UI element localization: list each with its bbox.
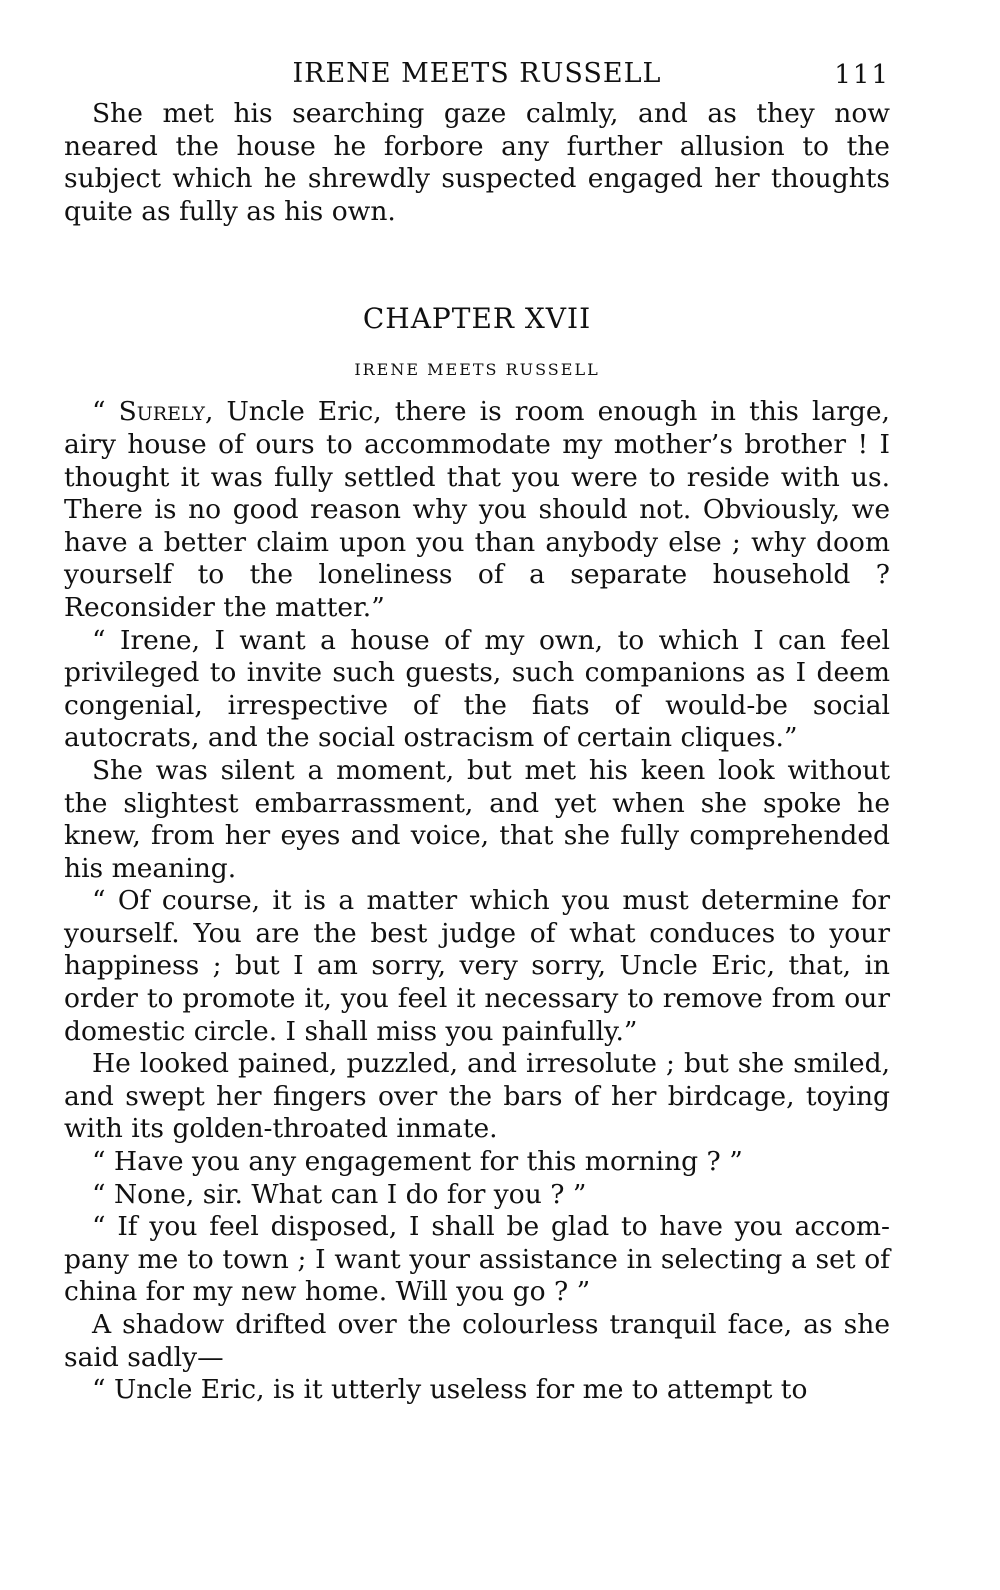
smallcaps-word: Surely <box>118 396 205 428</box>
paragraph: A shadow drifted over the colourless tranquil face, as she said sadly— <box>64 1309 890 1373</box>
chapter-title: CHAPTER XVII <box>362 302 592 336</box>
paragraph: “ If you feel disposed, I shall be glad to have you accompany me to town ; I want your assistance in selecting a set of china for my new home. Will you go ? ” <box>64 1211 890 1308</box>
paragraph: She was silent a moment, but met his keen look without the slightest embarrassment, and yet when she spoke he knew, from her eyes and voice, that she fully comprehended his meaning. <box>64 754 890 884</box>
paragraph: “ None, sir. What can I do for you ? ” <box>92 1178 587 1210</box>
paragraph: “ Uncle Eric, is it utterly useless for me to attempt to <box>92 1374 808 1406</box>
chapter-first-paragraph <box>64 396 890 624</box>
running-head <box>64 58 890 98</box>
first-paragraph-rest: , Uncle Eric, there is room enough in this large, airy house of ours to accommodate my mother’s brother ! I thought it was fully settled that you were to reside with us. There is no good reason why you should not. Obviously, we have a better claim upon you than anybody else ; why doom yourself to the loneliness of a separate household ? Reconsider the matter.” <box>64 396 890 623</box>
paragraph: “ Of course, it is a matter which you must determine for yourself. You are the best judge of what conduces to your happiness ; but I am sorry, very sorry, Uncle Eric, that, in order to promote it, you feel it necessary to remove from our domestic circle. I shall miss you painfully.” <box>64 885 890 1047</box>
paragraph: “ Have you any engagement for this morning ? ” <box>92 1146 743 1178</box>
page-number: 111 <box>834 60 890 90</box>
opening-paragraph: She met his searching gaze calmly, and as they now neared the house he forbore any further allusion to the subject which he shrewdly suspected engaged her thoughts quite as fully as his own. <box>64 98 890 227</box>
paragraph: “ Irene, I want a house of my own, to which I can feel privileged to invite such guests, such companions as I deem congenial, irrespective of the fiats of would-be social autocrats, and the social ostracism of certain cliques.” <box>64 624 890 754</box>
open-quote: “ <box>92 396 119 428</box>
running-title: IRENE MEETS RUSSELL <box>292 58 662 89</box>
book-page <box>64 58 890 1407</box>
paragraph: He looked pained, puzzled, and irresolute ; but she smiled, and swept her fingers over the bars of her birdcage, toying with its golden-throated inmate. <box>64 1048 890 1145</box>
chapter-subtitle: IRENE MEETS RUSSELL <box>354 360 600 380</box>
